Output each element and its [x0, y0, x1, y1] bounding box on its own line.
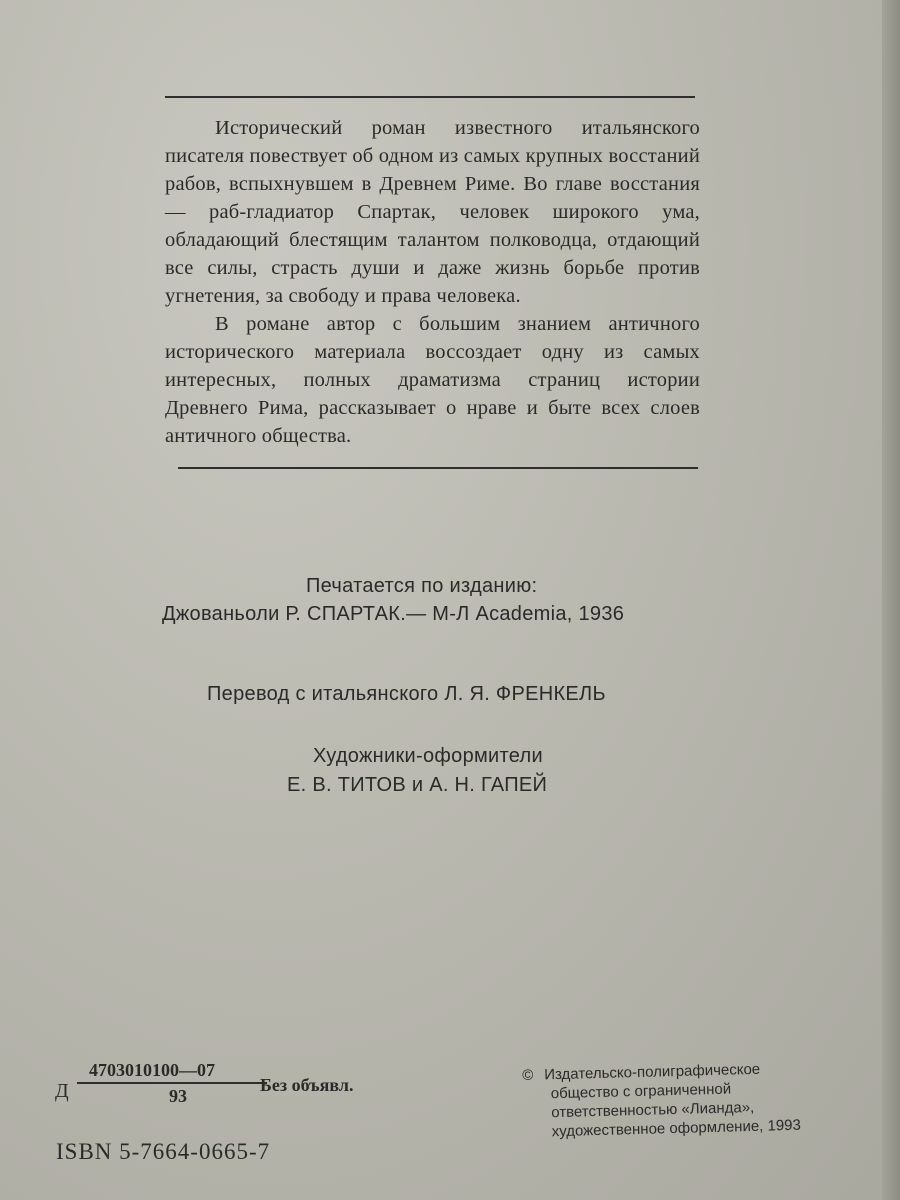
- isbn: ISBN 5-7664-0665-7: [56, 1139, 271, 1164]
- artists-names: Е. В. ТИТОВ и А. Н. ГАПЕЙ: [287, 774, 548, 796]
- copyright-symbol: ©: [522, 1066, 534, 1084]
- bottom-rule: [178, 467, 698, 469]
- copyright-line-4: художественное оформление, 1993: [551, 1116, 802, 1141]
- annotation-paragraph-1: Исторический роман известного итальянского писателя повествует об одном из самых крупных восстаний рабов, вспыхнувшем в Древнем Риме. Во главе восстания — раб-гладиатор Спартак, человек широкого ума, обладающий блестящим талантом полководца, отдающий все силы, страсть души и даже жизнь борьбе против угнетения, за свободу и права человека.: [165, 117, 700, 307]
- annotation-text: [165, 114, 700, 450]
- page-edge: [882, 0, 900, 1200]
- copyright-line-3: ответственностью «Лианда»,: [551, 1098, 755, 1122]
- catalog-note: Без объявл.: [260, 1075, 354, 1095]
- source-edition-value: Джованьоли Р. СПАРТАК.— М-Л Academia, 1936: [162, 603, 625, 625]
- translator-credit: Перевод с итальянского Л. Я. ФРЕНКЕЛЬ: [207, 683, 606, 705]
- copyright-line-2: общество с ограниченной: [550, 1080, 732, 1103]
- catalog-fraction-line: [77, 1082, 267, 1084]
- artists-label: Художники-оформители: [313, 745, 543, 767]
- copyright-line-1: © Издательско-полиграфическое: [522, 1060, 761, 1084]
- catalog-denominator: 93: [169, 1086, 187, 1106]
- catalog-numerator: 4703010100—07: [89, 1060, 215, 1080]
- source-edition-label: Печатается по изданию:: [306, 575, 538, 597]
- copyright-notice: [522, 1058, 844, 1142]
- top-rule: [165, 96, 695, 98]
- annotation-paragraph-2: В романе автор с большим знанием античного исторического материала воссоздает одну из самых интересных, полных драматизма страниц истории Древнего Рима, рассказывает о нраве и быте всех слоев античного общества.: [165, 313, 700, 447]
- catalog-prefix: Д: [55, 1080, 69, 1102]
